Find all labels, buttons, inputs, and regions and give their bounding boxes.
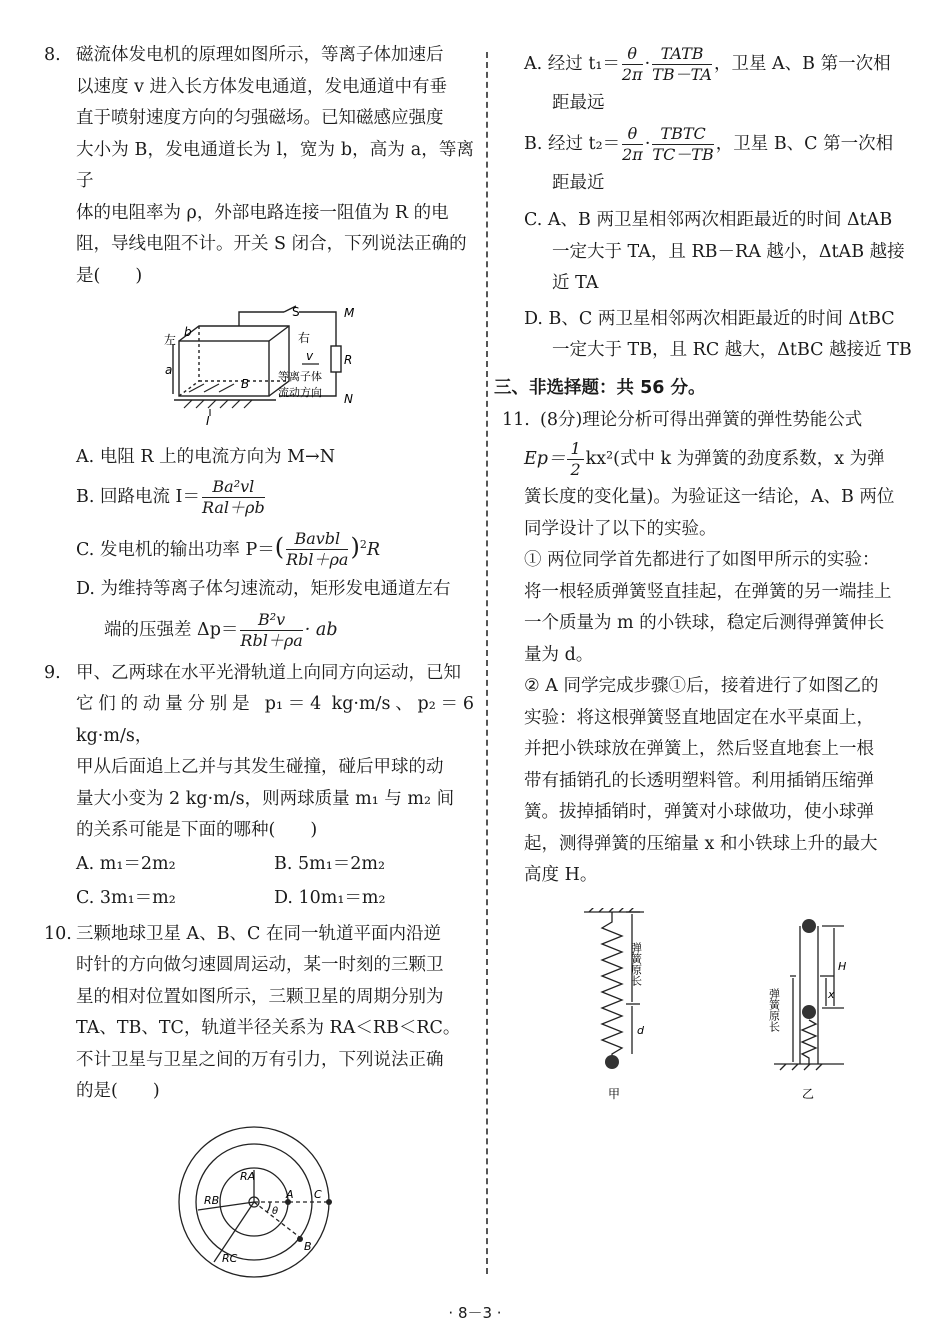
question-number: 10. (44, 923, 72, 944)
terminal-n-label: N (344, 392, 353, 406)
options-row (44, 847, 474, 881)
stem-line: 三颗地球卫星 A、B、C 在同一轨道平面内沿逆 (76, 923, 442, 944)
q10-option-b-cont: 距最近 (552, 172, 605, 193)
stem-line: 甲、乙两球在水平光滑轨道上向同方向运动，已知 (76, 662, 461, 683)
question-number: 8. (44, 45, 61, 65)
h-label: H (838, 959, 847, 973)
terminal-m-label: M (344, 306, 355, 320)
q10-option-d: D. B、C 两卫星相邻两次相距最近的时间 ΔtBC (524, 308, 895, 329)
figure-jia-label: 甲 (608, 1086, 621, 1101)
option-a: A. m₁＝2m₂ (76, 853, 176, 874)
stem-line: 同学设计了以下的实验。 (524, 518, 717, 539)
width-label: b (184, 325, 192, 339)
right-column (494, 40, 924, 1113)
option-a: A. 电阻 R 上的电流方向为 M→N (76, 447, 336, 467)
mhd-generator-figure (44, 304, 474, 434)
switch-label: S (292, 305, 300, 319)
step-2-line: 实验：将这根弹簧竖直地固定在水平桌面上， (524, 707, 874, 728)
step-2-line: 高度 H。 (524, 865, 598, 885)
stem-line: TA、TB、TC，轨道半径关系为 RA＜RB＜RC。 (76, 1018, 461, 1039)
stem-line: 是( ) (76, 265, 143, 286)
stem-line: 大小为 B，发电通道长为 l，宽为 b，高为 a，等离子 (76, 139, 474, 191)
stem-line: 簧长度的变化量)。为验证这一结论，A、B 两位 (524, 487, 895, 507)
figure-yi-label: 乙 (802, 1086, 815, 1101)
q10-option-c-cont: 一定大于 TA，且 RB－RA 越小，ΔtAB 越接 (552, 241, 905, 262)
stem-line: (8分)理论分析可得出弹簧的弹性势能公式 (540, 409, 863, 430)
stem-line: 的关系可能是下面的哪种( ) (76, 820, 318, 841)
step-2-line: 起，测得弹簧的压缩量 x 和小铁球上升的最大 (524, 833, 878, 854)
stem-line: 的是( ) (76, 1081, 160, 1102)
spring-natural-label-jia: 弹簧原长 (629, 941, 643, 986)
field-label: B (241, 377, 250, 391)
stem-line: 星的相对位置如图所示，三颗卫星的周期分别为 (76, 986, 444, 1007)
stem-line: 它们的动量分别是 p₁＝4 kg·m/s、p₂＝6 kg·m/s， (76, 694, 474, 746)
plasma-label-1: 等离子体 (278, 370, 322, 383)
question-number: 11. (502, 409, 530, 430)
q10-option-d-cont: 一定大于 TB，且 RC 越大，ΔtBC 越接近 TB (552, 340, 912, 360)
options-row (44, 881, 474, 915)
stem-line: 磁流体发电机的原理如图所示，等离子体加速后 (76, 45, 444, 65)
ra-label: RA (240, 1169, 256, 1183)
plasma-label-2: 流动方向 (278, 386, 322, 399)
step-2-line: 并把小铁球放在弹簧上，然后竖直地套上一根 (524, 739, 874, 759)
velocity-label: v (306, 349, 314, 363)
left-label: 左 (164, 333, 177, 347)
q10-option-b: B. 经过 t₂＝ $\frac{\theta}{2\pi}$ · $\frac{\text{TBTC}}{TC-TB}$ ，卫星 B、C 第一次相 (524, 123, 894, 164)
q10-option-c-cont: 近 TA (552, 273, 599, 293)
right-label: 右 (298, 331, 311, 345)
step-1-line: 一个质量为 m 的小铁球，稳定后测得弹簧伸长 (524, 613, 885, 633)
spring-natural-label-yi: 弹簧原长 (767, 987, 781, 1032)
rc-label: RC (222, 1251, 238, 1265)
question-number: 9. (44, 662, 61, 683)
step-1-line: 量为 d。 (524, 644, 594, 665)
stem-line: 以速度 v 进入长方体发电通道，发电通道中有垂 (76, 76, 448, 97)
spring-experiment-figure (504, 908, 924, 1113)
step-1-line: ① 两位同学首先都进行了如图甲所示的实验： (524, 550, 880, 570)
rb-label: RB (204, 1193, 220, 1207)
option-d: D. 为维持等离子体匀速流动，矩形发电通道左右 (76, 579, 451, 600)
stem-line: 时针的方向做匀速圆周运动，某一时刻的三颗卫 (76, 955, 444, 976)
stem-line: 不计卫星与卫星之间的万有引力，下列说法正确 (76, 1049, 444, 1070)
x-label: x (828, 987, 835, 1001)
q10-option-a-cont: 距最远 (552, 93, 605, 113)
step-2-line: 簧。拔掉插销时，弹簧对小球做功，使小球弹 (524, 802, 874, 822)
satellite-c-label: C (314, 1187, 322, 1201)
height-label: a (165, 363, 173, 377)
satellite-orbits-figure (44, 1114, 474, 1284)
stem-line: 直于喷射速度方向的匀强磁场。已知磁感应强度 (76, 108, 444, 128)
option-d: D. 10m₁＝m₂ (274, 887, 386, 908)
option-d-formula: 端的压强差 Δp＝ $\frac{\text{B²v}}{\text{Rbl＋ρa}}$ · ab (104, 609, 338, 650)
step-2-line: ② A 同学完成步骤①后，接着进行了如图乙的 (524, 676, 879, 696)
resistor-label: R (344, 353, 353, 367)
formula-line: Ep＝ $\frac{1}{2}$ kx²(式中 k 为弹簧的劲度系数，x 为弹 (524, 439, 885, 479)
question-9 (44, 658, 474, 847)
section-heading: 三、非选择题：共 56 分。 (494, 377, 706, 398)
satellite-b-label: B (304, 1239, 312, 1253)
page-number: · 8－3 · (448, 1304, 502, 1322)
question-8 (44, 40, 474, 292)
stem-line: 体的电阻率为 ρ，外部电路连接一阻值为 R 的电 (76, 202, 449, 223)
d-label: d (637, 1023, 644, 1037)
column-divider (486, 52, 488, 1274)
stem-line: 甲从后面追上乙并与其发生碰撞，碰后甲球的动 (76, 757, 444, 778)
q10-option-c: C. A、B 两卫星相邻两次相距最近的时间 ΔtAB (524, 210, 893, 230)
option-c: C. 3m₁＝m₂ (76, 887, 176, 908)
current-label: I (206, 414, 210, 428)
question-10 (44, 919, 474, 1108)
q10-option-a: A. 经过 t₁＝ $\frac{\theta}{2\pi}$ · $\frac{\text{TATB}}{TB-TA}$ ，卫星 A、B 第一次相 (524, 44, 891, 84)
satellite-a-label: A (286, 1187, 294, 1201)
step-1-line: 将一根轻质弹簧竖直挂起，在弹簧的另一端挂上 (524, 581, 892, 602)
option-c: C. 发电机的输出功率 P＝( $\frac{\text{Bavbl}}{\text{Rbl＋ρa}}$ )$^2$R (76, 529, 381, 570)
stem-line: 阻，导线电阻不计。开关 S 闭合，下列说法正确的 (76, 234, 467, 254)
question-11 (504, 405, 924, 892)
step-2-line: 带有插销孔的长透明塑料管。利用插销压缩弹 (524, 770, 874, 791)
theta-label: θ (272, 1205, 279, 1217)
stem-line: 量大小变为 2 kg·m/s，则两球质量 m₁ 与 m₂ 间 (76, 788, 455, 809)
option-b: B. 回路电流 I＝ $\frac{\text{Ba²vl}}{\text{Ral＋ρb}}$ (76, 476, 265, 517)
option-b: B. 5m₁＝2m₂ (274, 853, 385, 874)
left-column (44, 40, 474, 1284)
